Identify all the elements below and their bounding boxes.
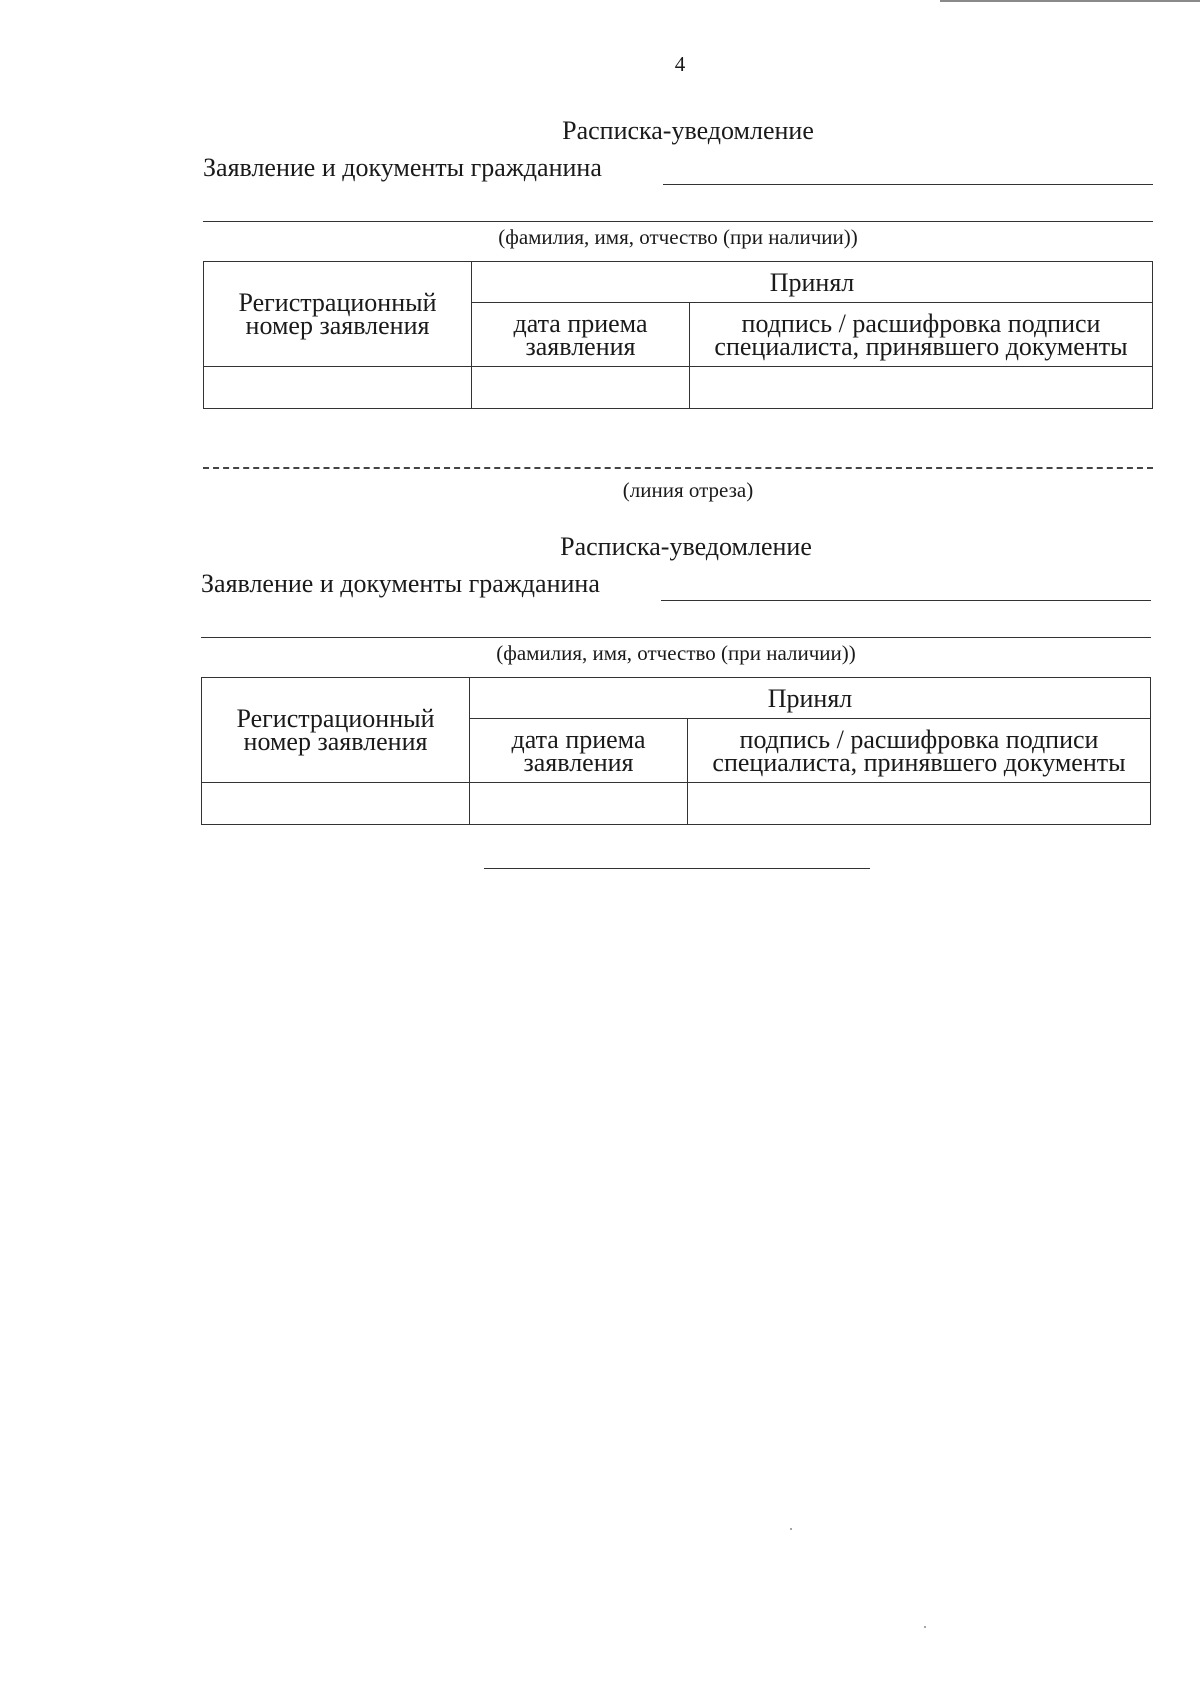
fio-caption: (фамилия, имя, отчество (при наличии)) xyxy=(498,225,858,249)
receipt-title: Расписка-уведомление xyxy=(560,532,812,561)
receipt-title: Расписка-уведомление xyxy=(562,116,814,145)
citizen-line xyxy=(203,153,1153,193)
date-header: дата приема заявления xyxy=(470,719,688,783)
receipt-table xyxy=(203,261,1153,409)
reg-number-cell[interactable] xyxy=(204,367,472,409)
citizen-name-blank[interactable] xyxy=(661,600,1151,601)
accepted-header: Принял xyxy=(470,678,1151,719)
signature-cell[interactable] xyxy=(690,367,1153,409)
date-cell[interactable] xyxy=(470,783,688,825)
reg-number-header: Регистрационный номер заявления xyxy=(204,262,472,367)
citizen-label: Заявление и документы гражданина xyxy=(201,569,600,598)
receipt-notice-2 xyxy=(201,532,1151,832)
cut-line xyxy=(203,467,1153,469)
scan-edge-mark xyxy=(940,0,1200,2)
citizen-name-blank[interactable] xyxy=(663,184,1153,185)
end-rule xyxy=(484,868,870,869)
receipt-table xyxy=(201,677,1151,825)
reg-number-header: Регистрационный номер заявления xyxy=(202,678,470,783)
date-cell[interactable] xyxy=(472,367,690,409)
date-header: дата приема заявления xyxy=(472,303,690,367)
signature-header: подпись / расшифровка подписи специалиста, принявшего документы xyxy=(690,303,1153,367)
fio-caption: (фамилия, имя, отчество (при наличии)) xyxy=(496,641,856,665)
citizen-name-blank-full[interactable] xyxy=(201,637,1151,638)
citizen-name-blank-full[interactable] xyxy=(203,221,1153,222)
receipt-notice-1 xyxy=(203,116,1153,416)
reg-number-cell[interactable] xyxy=(202,783,470,825)
citizen-label: Заявление и документы гражданина xyxy=(203,153,602,182)
accepted-header: Принял xyxy=(472,262,1153,303)
signature-cell[interactable] xyxy=(688,783,1151,825)
page-number: 4 xyxy=(674,52,686,76)
signature-header: подпись / расшифровка подписи специалиста, принявшего документы xyxy=(688,719,1151,783)
cut-line-caption: (линия отреза) xyxy=(622,478,754,502)
scan-speck xyxy=(790,1528,792,1530)
citizen-line xyxy=(201,569,1151,609)
scan-speck xyxy=(924,1626,926,1628)
